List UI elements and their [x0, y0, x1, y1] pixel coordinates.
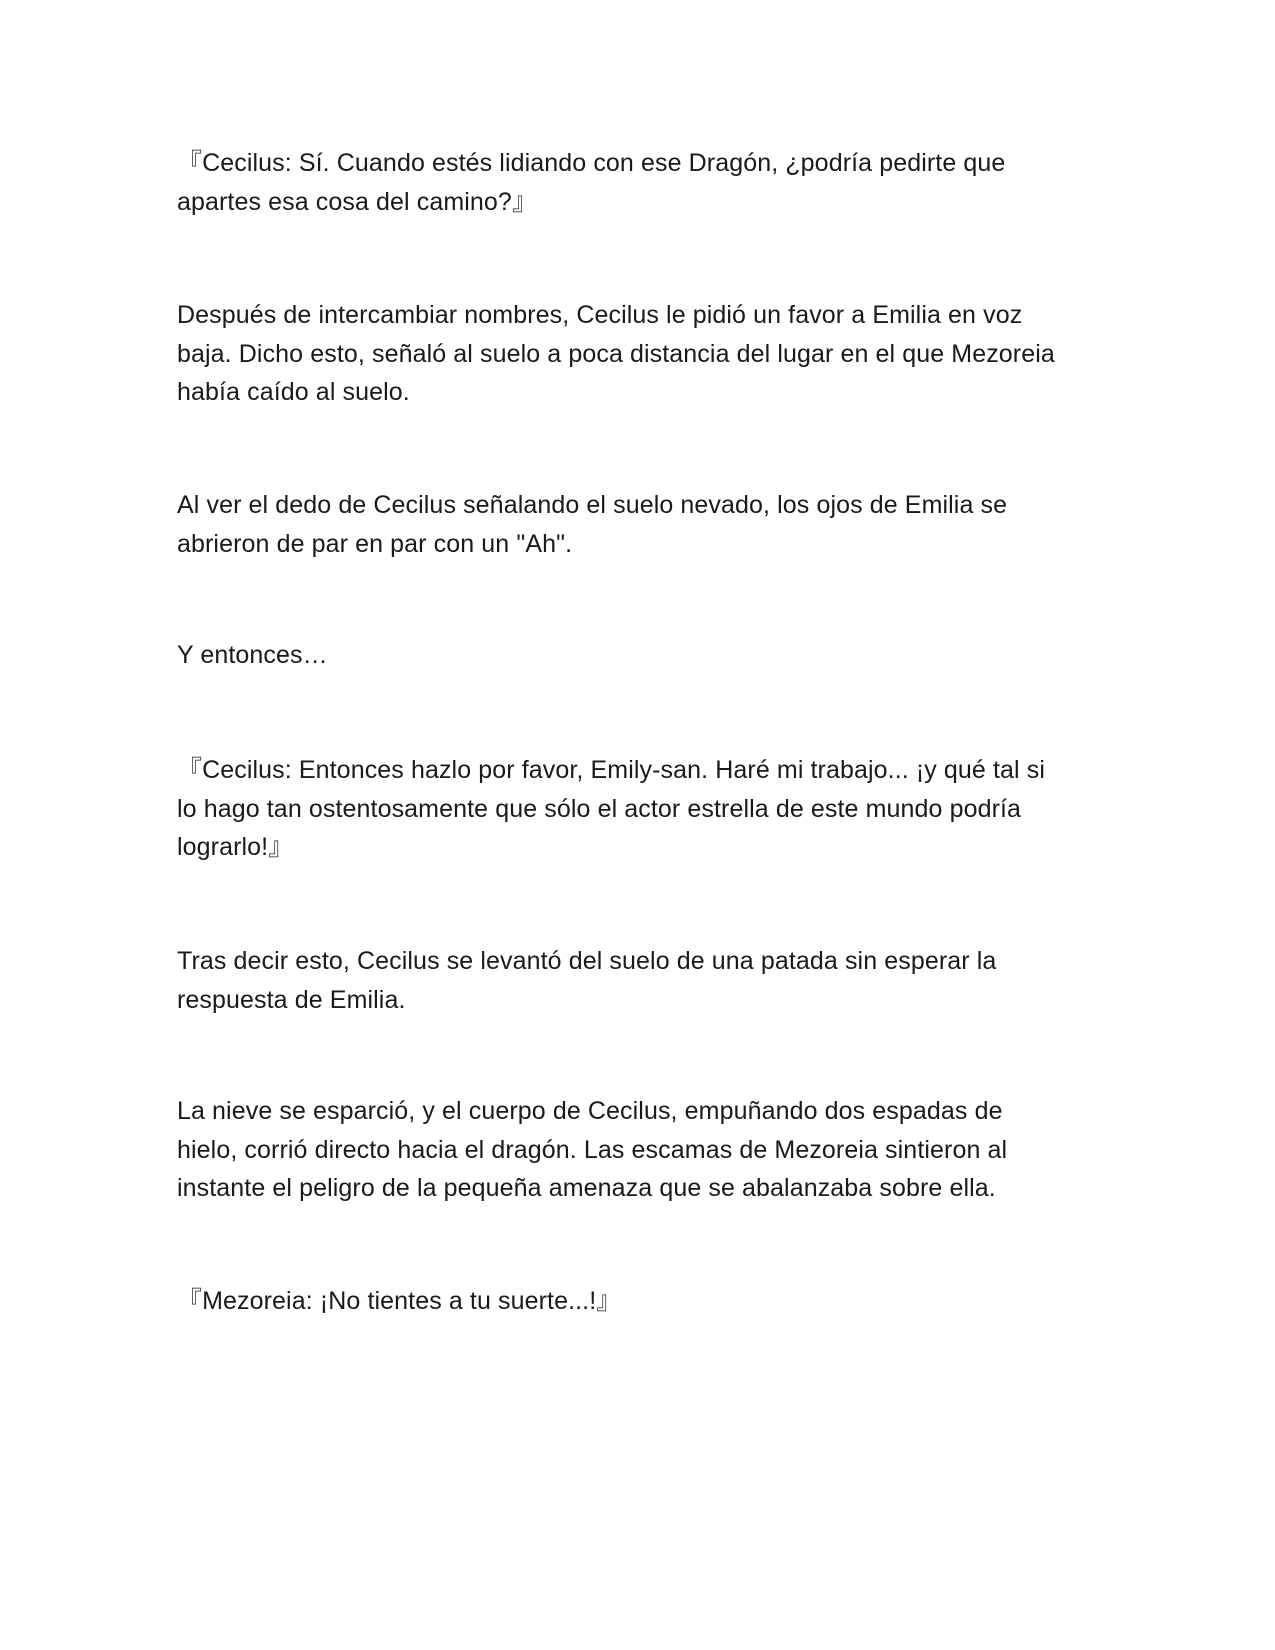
text-line: 『Cecilus: Sí. Cuando estés lidiando con ese Dragón, ¿podría pedirte que	[177, 149, 1006, 177]
paragraph-narration-kick-off	[177, 942, 1117, 1019]
text-line: 『Cecilus: Entonces hazlo por favor, Emily-san. Haré mi trabajo... ¡y qué tal si	[177, 756, 1045, 784]
text-line: había caído al suelo.	[177, 378, 410, 406]
paragraph-narration-favor	[177, 296, 1117, 412]
paragraph-dialogue-cecilus-request	[177, 144, 1117, 221]
text-line: La nieve se esparció, y el cuerpo de Cecilus, empuñando dos espadas de	[177, 1097, 1003, 1125]
text-line: 『Mezoreia: ¡No tientes a tu suerte...!』	[177, 1287, 622, 1315]
text-line: Al ver el dedo de Cecilus señalando el suelo nevado, los ojos de Emilia se	[177, 491, 1008, 519]
text-line: hielo, corrió directo hacia el dragón. Las escamas de Mezoreia sintieron al	[177, 1135, 1008, 1164]
text-line: apartes esa cosa del camino?』	[177, 187, 538, 216]
paragraph-dialogue-cecilus-flashy	[177, 751, 1117, 867]
text-line: baja. Dicho esto, señaló al suelo a poca distancia del lugar en el que Mezoreia	[177, 339, 1055, 368]
text-line: lograrlo!』	[177, 833, 294, 861]
text-line: Y entonces…	[177, 641, 328, 669]
text-line: instante el peligro de la pequeña amenaza que se abalanzaba sobre ella.	[177, 1174, 996, 1202]
paragraph-dialogue-mezoreia	[177, 1282, 1117, 1321]
text-line: Después de intercambiar nombres, Cecilus le pidió un favor a Emilia en voz	[177, 301, 1023, 329]
text-line: lo hago tan ostentosamente que sólo el actor estrella de este mundo podría	[177, 794, 1022, 823]
paragraph-narration-and-then	[177, 636, 1117, 675]
text-line: Tras decir esto, Cecilus se levantó del suelo de una patada sin esperar la	[177, 947, 997, 975]
text-line: respuesta de Emilia.	[177, 985, 406, 1014]
text-line: abrieron de par en par con un "Ah".	[177, 529, 573, 558]
paragraph-narration-emilia-eyes	[177, 486, 1117, 563]
paragraph-narration-charge	[177, 1092, 1117, 1208]
